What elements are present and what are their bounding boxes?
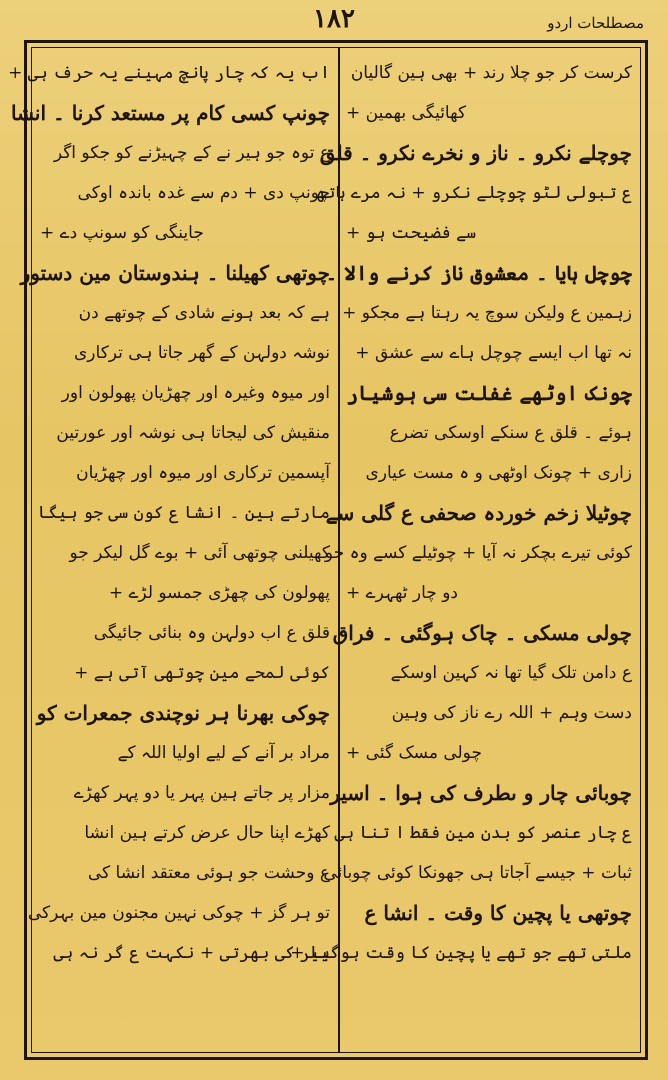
text-line: زہمین ع ولیکن سوچ یہ رہتا ہے مجکو + bbox=[342, 303, 632, 323]
text-line: تو ہر گز + چوکی نہین مجنون مین بہرکی bbox=[27, 903, 330, 923]
right-column bbox=[290, 60, 632, 1040]
text-line: مزار پر جاتے ہین پہر یا دو پہر کھڑے bbox=[73, 783, 330, 803]
entry-headword-line: چوکی بھرنا ہر نوچندی جمعرات کو bbox=[36, 701, 330, 725]
running-head: مصطلحات اردو bbox=[547, 14, 644, 32]
entry-headword-line: چوبائی چار و ںطرف کی ہوا ۔ اسیر bbox=[330, 781, 632, 805]
text-line: سے فضیحت ہو + bbox=[346, 223, 477, 243]
text-line: نوشہ دولہن کے گھر جاتا ہی ترکاری bbox=[74, 343, 330, 363]
text-line: منقیش کی لیجاتا ہی نوشہ اور عورتین bbox=[56, 423, 330, 443]
text-line: کھڑے اپنا حال عرض کرتے ہین انشا bbox=[84, 823, 330, 843]
entry-headword-line: چونک اوٹھے غفلت سی ہوشیار bbox=[346, 381, 632, 405]
text-line: کوئی لمحے مین چوتھی آتی ہے + bbox=[74, 663, 330, 683]
text-line: ملتی تھے جو تھے یا پچین کا وقت ہوگیا + bbox=[290, 943, 632, 963]
text-line: نہ تھا اب ایسے چوچل ہاے سے عشق + bbox=[355, 343, 632, 363]
text-line: ثبات + جیسے آجاتا ہی جھونکا کوئی چوبائی bbox=[323, 863, 632, 883]
text-line: کھیلنی چوتھی آئی + بوے گل لیکر جو bbox=[69, 543, 330, 563]
text-line: اور میوہ وغیرہ اور چھڑیان پھولون اور bbox=[61, 383, 330, 403]
entry-headword-line: چوتھی یا پچین کا وقت ۔ انشا ع bbox=[364, 901, 632, 925]
text-line: دو چار ٹھہرے + bbox=[346, 583, 459, 603]
text-line: پھولون کی چھڑی جمسو لڑے + bbox=[108, 583, 330, 603]
text-line: قلق ع اب دولہن وہ بنائی جائیگی bbox=[93, 623, 330, 643]
text-line: ہوئے ۔ قلق ع سنکے اوسکی تضرع bbox=[389, 423, 632, 443]
text-line: بیر کی بھرتی + نکہت ع گر نہ ہی bbox=[53, 943, 330, 963]
left-column bbox=[8, 60, 330, 1040]
text-line: ع دامن تلک گیا تھا نہ کہین اوسکے bbox=[390, 663, 632, 683]
text-line: اب یہ کہ چار پانچ مہینے یہ حرف ہی + bbox=[8, 63, 330, 83]
entry-headword-line: چولی مسکی ۔ چاک ہوگئی ۔ فراق bbox=[332, 621, 632, 645]
entry-headword-line: چوچل ہایا ۔ معشوق ناز کرنے والا ۔ bbox=[325, 261, 632, 285]
text-line: ع توہ جو ہیر نے کے چہیڑنے کو جکو اگر bbox=[53, 143, 330, 163]
text-line: ع چار عنصر کو بدن مین فقط ا تنا ہی bbox=[334, 823, 632, 843]
text-line: ہے کہ بعد ہونے شادی کے چوتھے دن bbox=[78, 303, 330, 323]
text-line: مارتے ہین ۔ انشا ع کون سی جو ہیگا bbox=[37, 503, 330, 523]
text-line: کوئی تیرے بچکر نہ آیا + چوٹیلے کسے وہ جو bbox=[324, 543, 632, 563]
entry-headword-line: چوچلے نکرو ۔ ناز و نخرے نکرو ۔ قلق bbox=[319, 141, 632, 165]
text-line: ع وحشت جو ہوئی معتقد انشا کی bbox=[87, 863, 330, 883]
text-line: زاری + چونک اوٹھی و ہ مست عیاری bbox=[365, 463, 632, 483]
text-line: چونپ دی + دم سے غدہ باندہ اوکی bbox=[77, 183, 330, 203]
entry-headword-line: چونپ کسی کام پر مستعد کرنا ۔ انشا bbox=[10, 101, 330, 125]
entry-headword-line: چوٹیلا زخم خوردہ صحفی ع گلی سے bbox=[325, 501, 632, 525]
text-line: دست وہم + اللہ رے ناز کی وہین bbox=[391, 703, 632, 723]
text-line: چولی مسک گئی + bbox=[346, 743, 482, 763]
page-number: ۱۸۲ bbox=[313, 4, 355, 34]
text-line: آپسمین ترکاری اور میوہ اور چھڑیان bbox=[76, 463, 330, 483]
text-line: ع تبولی لٹو چوچلے نکرو + نہ مرے ہاتھ bbox=[315, 183, 632, 203]
text-line: کھائیگی بھمین + bbox=[346, 103, 467, 123]
text-line: جاینگی کو سونپ دے + bbox=[40, 223, 204, 243]
entry-headword-line: چوتھی کھیلنا ۔ ہندوستان مین دستور bbox=[20, 261, 330, 285]
text-line: کرست کر جو چلا رند + بھی ہین گالیان bbox=[350, 63, 632, 83]
text-line: مراد بر آنے کے لیے اولیا اللہ کے bbox=[117, 743, 330, 763]
